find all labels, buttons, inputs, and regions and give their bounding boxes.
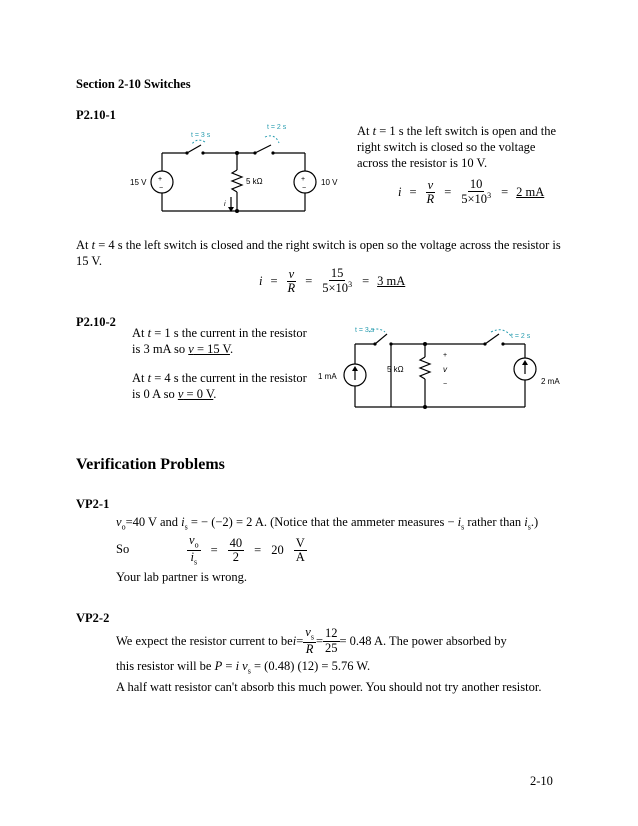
p2-10-1-description: At t = 1 s the left switch is open and the right switch is closed so the voltage across the resistor is 10 V. [357, 124, 557, 170]
minus-sign-v: − [443, 381, 448, 388]
plus-sign-right: + [301, 176, 306, 183]
resistor-label: 5 kΩ [246, 177, 263, 186]
voltage-label: v [443, 365, 447, 374]
minus-sign-right: − [302, 185, 307, 192]
problem-label-p2-10-2: P2.10-2 [76, 315, 116, 329]
resistor-label-2: 5 kΩ [387, 365, 404, 374]
vp2-2-line2: this resistor will be P = i $v_s = (0.48) (12) = 5.76$ W. [116, 659, 371, 676]
so-label: So [116, 542, 130, 556]
t-right-label-2: t = 2 s [511, 333, 531, 340]
t-left-label: t = 3 s [191, 132, 211, 139]
section-heading: Section 2-10 Switches [76, 77, 191, 91]
equation-1: i = $\frac{v}{R}$ = $\frac{10}{5\times 10^3}$ = 2 mA [398, 177, 545, 207]
problem-label-vp2-1: VP2-1 [76, 497, 110, 511]
p2-10-2-t1-description: At t = 1 s the current in the resistor is 3 mA so v = 15 V. [132, 326, 307, 356]
page-number: 2-10 [530, 774, 553, 788]
vp2-1-statement: $v_o=40$ V and $i_s$ = − (−2) = 2 A. (Notice that the ammeter measures − $i_s$ rather than $i_s$.) [116, 515, 539, 532]
equation-vp2-1: $\frac{v_o}{i_s}$ = $\frac{40}{2}$ = 20 $\frac{V}{A}$ [189, 533, 305, 567]
p2-10-1-t4-description: At t = 4 s the left switch is closed and the right switch is open so the voltage across the resistor is 15 V. [76, 238, 561, 268]
vp2-1-conclusion: Your lab partner is wrong. [116, 570, 248, 584]
plus-sign-v: + [443, 352, 448, 359]
minus-sign-left: − [159, 185, 164, 192]
problem-label-vp2-2: VP2-2 [76, 611, 110, 625]
current-label: i [224, 201, 226, 208]
vp2-2-line1: We expect the resistor current to be i = $\frac{v_s}{R}$ = $\frac{12}{25}$ = 0.48 A. The power absorbed by [116, 625, 507, 656]
t-left-label-2: t = 3 s [355, 327, 375, 334]
verification-heading: Verification Problems [76, 456, 225, 473]
t-right-label: t = 2 s [267, 124, 287, 131]
vp2-2-line3: A half watt resistor can't absorb this much power. You should not try another resistor. [116, 680, 542, 694]
source-voltage-left: 15 V [130, 178, 147, 187]
plus-sign-left: + [158, 176, 163, 183]
equation-2: i = $\frac{v}{R}$ = $\frac{15}{5\times 10^3}$ = 3 mA [259, 266, 406, 296]
current-source-right: 2 mA [541, 377, 560, 386]
p2-10-2-t4-description: At t = 4 s the current in the resistor is 0 A so v = 0 V. [132, 371, 307, 401]
circuit-diagram-1 [125, 115, 360, 220]
source-voltage-right: 10 V [321, 178, 338, 187]
circuit-diagram-2 [315, 322, 565, 412]
problem-label-p2-10-1: P2.10-1 [76, 108, 116, 122]
current-source-left: 1 mA [318, 372, 337, 381]
